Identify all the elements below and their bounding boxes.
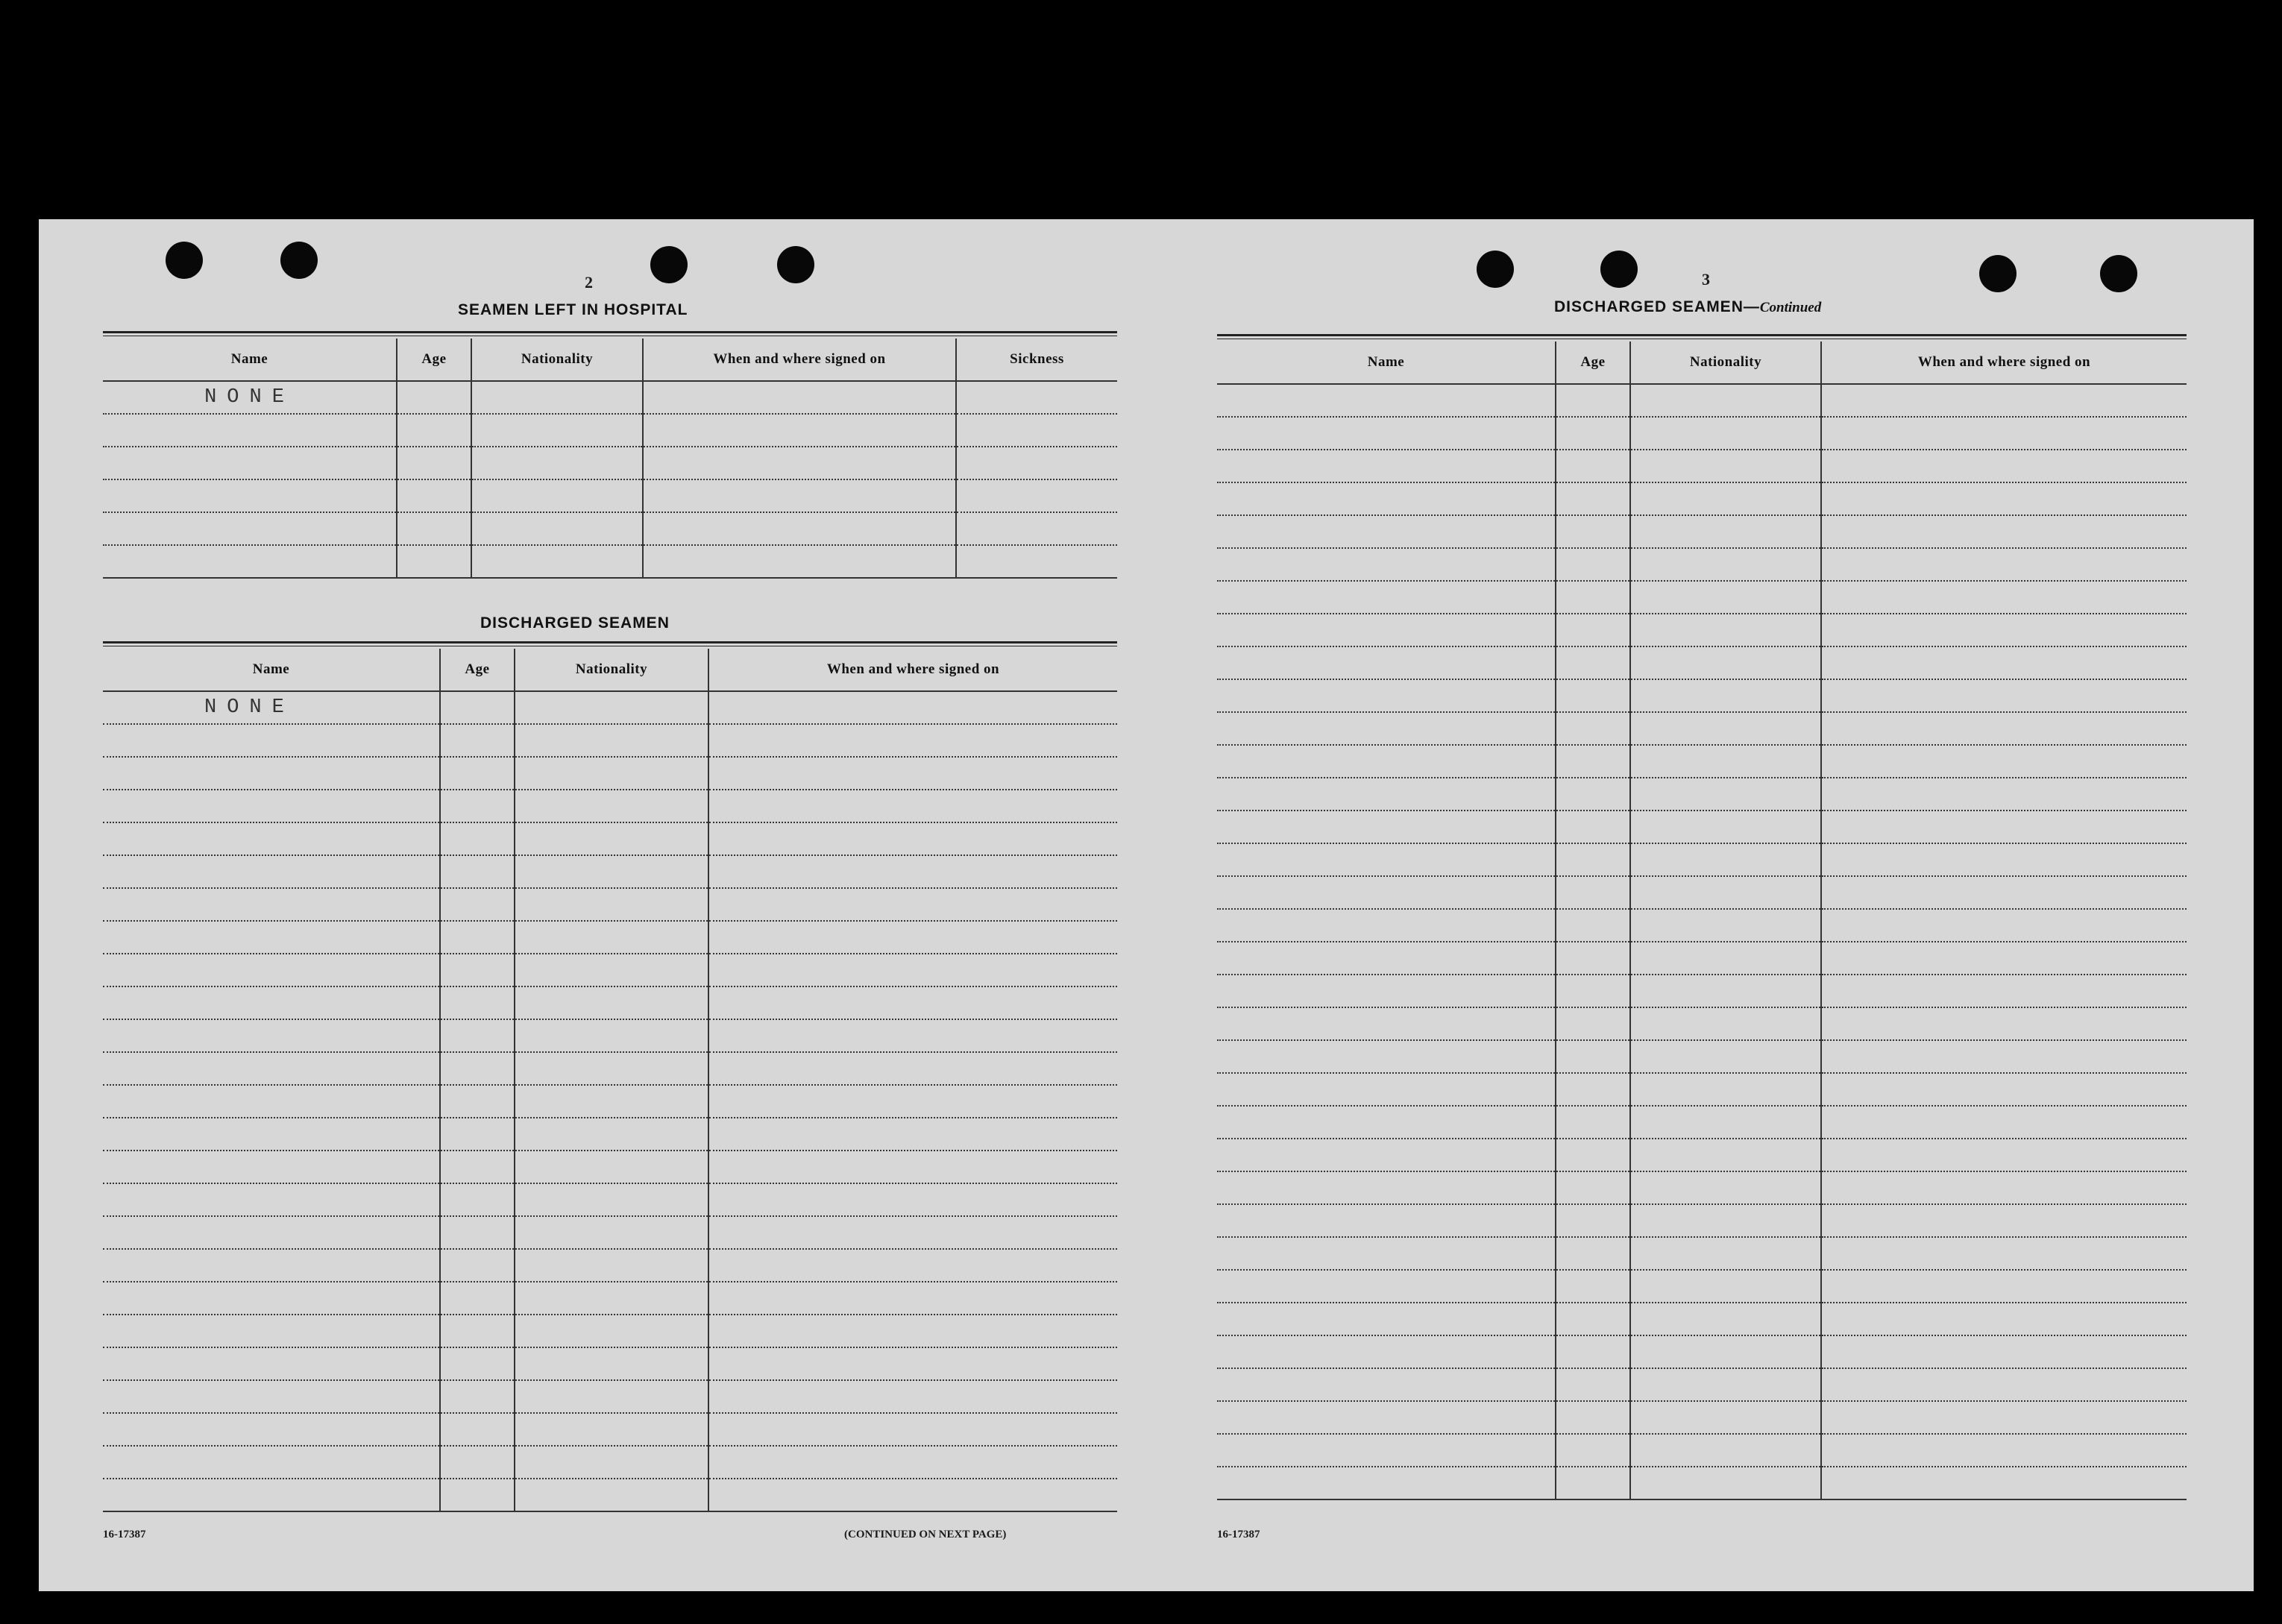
discharged-continued-title — [1554, 298, 1821, 316]
table-row — [1217, 1204, 2187, 1237]
col-header-signed-on: When and where signed on — [708, 649, 1117, 691]
table-row — [1217, 1335, 2187, 1368]
hospital-section-title: SEAMEN LEFT IN HOSPITAL — [458, 301, 688, 318]
table-row — [103, 545, 1117, 578]
col-header-age: Age — [1556, 342, 1630, 384]
table-row — [1217, 811, 2187, 843]
table-row — [103, 921, 1117, 954]
col-header-nationality: Nationality — [471, 339, 643, 381]
table-row — [1217, 679, 2187, 712]
hospital-top-rule — [103, 331, 1117, 333]
table-row — [103, 414, 1117, 447]
col-header-signed-on: When and where signed on — [643, 339, 956, 381]
table-row — [103, 1315, 1117, 1347]
table-row — [103, 1151, 1117, 1183]
table-row — [1217, 1171, 2187, 1204]
table-row — [103, 1347, 1117, 1380]
title-main: DISCHARGED SEAMEN— — [1554, 298, 1760, 315]
col-header-nationality: Nationality — [1630, 342, 1821, 384]
table-row — [1217, 614, 2187, 646]
table-row — [103, 1413, 1117, 1446]
table-row — [103, 447, 1117, 479]
table-row — [103, 1380, 1117, 1413]
table-row — [103, 855, 1117, 888]
table-row — [103, 1019, 1117, 1052]
table-row — [103, 757, 1117, 790]
punch-hole — [1979, 255, 2017, 292]
table-row — [1217, 1237, 2187, 1270]
table-row — [103, 479, 1117, 512]
col-header-nationality: Nationality — [515, 649, 708, 691]
table-row — [1217, 909, 2187, 942]
table-row — [1217, 646, 2187, 679]
table-row — [103, 1479, 1117, 1511]
name-cell: NONE — [103, 381, 397, 414]
table-row — [103, 381, 1117, 414]
table-row — [1217, 515, 2187, 548]
punch-hole — [280, 242, 318, 279]
table-row — [1217, 778, 2187, 811]
title-suffix: Continued — [1759, 300, 1822, 315]
table-row — [1217, 1303, 2187, 1335]
discharged-section-title: DISCHARGED SEAMEN — [480, 614, 670, 632]
table-row — [1217, 1106, 2187, 1139]
table-row — [1217, 1434, 2187, 1467]
table-row — [1217, 712, 2187, 745]
table-row — [103, 1183, 1117, 1216]
form-sheet — [39, 219, 2254, 1591]
table-row — [103, 1216, 1117, 1249]
table-row — [1217, 548, 2187, 581]
col-header-age: Age — [397, 339, 471, 381]
table-row — [1217, 1368, 2187, 1401]
table-row — [1217, 745, 2187, 778]
table-row — [1217, 1467, 2187, 1499]
table-row — [1217, 1073, 2187, 1106]
table-row — [1217, 384, 2187, 417]
table-row — [103, 1085, 1117, 1118]
right-page-number: 3 — [1702, 270, 1710, 289]
table-row — [1217, 942, 2187, 975]
right-form-number: 16-17387 — [1217, 1529, 1260, 1540]
left-form-number: 16-17387 — [103, 1529, 146, 1540]
discharged-continued-table — [1217, 342, 2187, 1500]
punch-hole — [650, 246, 688, 283]
table-row — [1217, 876, 2187, 909]
col-header-name: Name — [103, 339, 397, 381]
table-row — [1217, 1139, 2187, 1171]
col-header-signed-on: When and where signed on — [1821, 342, 2187, 384]
table-row — [1217, 450, 2187, 482]
table-row — [103, 822, 1117, 855]
table-row — [103, 986, 1117, 1019]
table-row — [1217, 1401, 2187, 1434]
table-row — [1217, 1007, 2187, 1040]
table-row — [103, 691, 1117, 724]
continued-note: (CONTINUED ON NEXT PAGE) — [844, 1529, 1007, 1540]
table-row — [103, 1446, 1117, 1479]
right-top-rule — [1217, 334, 2187, 336]
table-row — [103, 1052, 1117, 1085]
table-row — [1217, 482, 2187, 515]
name-cell: NONE — [103, 691, 440, 724]
hospital-table — [103, 339, 1117, 579]
table-row — [1217, 843, 2187, 876]
col-header-name: Name — [103, 649, 440, 691]
table-row — [103, 724, 1117, 757]
table-row — [103, 512, 1117, 545]
col-header-sickness: Sickness — [956, 339, 1117, 381]
col-header-name: Name — [1217, 342, 1556, 384]
table-row — [1217, 1040, 2187, 1073]
table-row — [103, 954, 1117, 986]
table-row — [103, 888, 1117, 921]
table-row — [103, 1249, 1117, 1282]
punch-hole — [1477, 251, 1514, 288]
table-row — [1217, 1270, 2187, 1303]
table-row — [1217, 417, 2187, 450]
table-row — [103, 790, 1117, 822]
punch-hole — [1600, 251, 1638, 288]
table-row — [103, 1282, 1117, 1315]
punch-hole — [166, 242, 203, 279]
col-header-age: Age — [440, 649, 515, 691]
left-page-number: 2 — [585, 273, 593, 292]
table-row — [1217, 975, 2187, 1007]
table-row — [103, 1118, 1117, 1151]
discharged-top-rule — [103, 641, 1117, 643]
table-row — [1217, 581, 2187, 614]
discharged-table — [103, 649, 1117, 1512]
punch-hole — [2100, 255, 2137, 292]
punch-hole — [777, 246, 814, 283]
